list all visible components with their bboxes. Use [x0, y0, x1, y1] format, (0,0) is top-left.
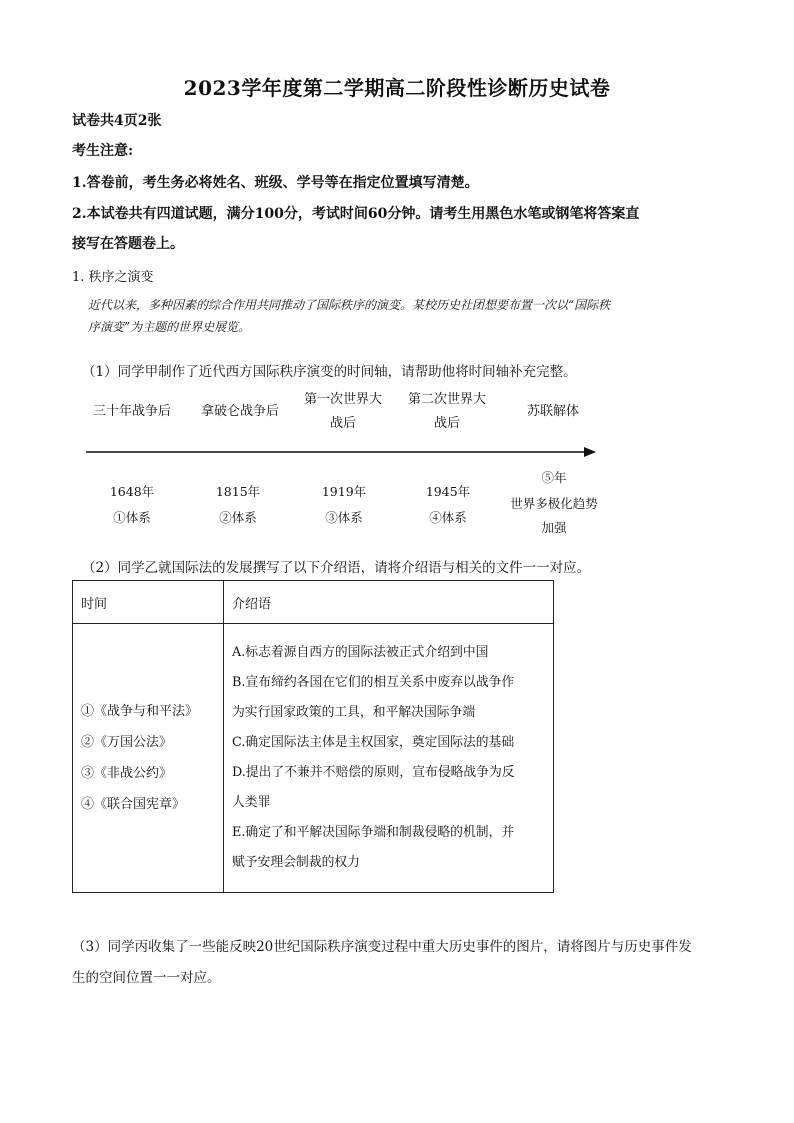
question-1-prompt: （1）同学甲制作了近代西方国际秩序演变的时间轴，请帮助他将时间轴补充完整。 — [82, 364, 577, 380]
option-c-line-1: C.确定国际法主体是主权国家，奠定国际法的基础 — [232, 735, 515, 750]
option-a-line-1: A.标志着源自西方的国际法被正式介绍到中国 — [232, 645, 489, 660]
option-e — [232, 818, 553, 878]
timeline-year-5: ⑤年 — [541, 470, 567, 485]
law-matching-table — [72, 580, 554, 893]
timeline-arrow — [86, 444, 598, 460]
timeline-year-1: 1648年 — [109, 484, 155, 499]
notice-heading: 考生注意: — [72, 143, 134, 159]
question-3-line-2: 生的空间位置一一对应。 — [72, 970, 221, 986]
page-title: 2023学年度第二学期高二阶段性诊断历史试卷 — [183, 76, 611, 100]
question-2-prompt: （2）同学乙就国际法的发展撰写了以下介绍语，请将介绍语与相关的文件一一对应。 — [82, 560, 591, 576]
question-3-prompt — [72, 932, 722, 994]
notice-item-2-line-1: 2.本试卷共有四道试题，满分100分，考试时间60分钟。请考生用黑色水笔或钢笔将答案直 — [72, 206, 640, 222]
notice-item-1: 1.答卷前，考生务必将姓名、班级、学号等在指定位置填写清楚。 — [72, 175, 479, 191]
document-item-2: ②《万国公法》 — [81, 735, 173, 750]
timeline-system-3: ③体系 — [325, 510, 363, 525]
document-list — [81, 696, 223, 820]
section-heading: 1. 秩序之演变 — [72, 270, 154, 285]
document-list-cell — [73, 624, 224, 893]
section-intro — [88, 294, 728, 338]
timeline-year-4: 1945年 — [425, 484, 471, 499]
option-b — [232, 668, 553, 728]
timeline-year-2: 1815年 — [215, 484, 261, 499]
timeline-system-4: ④体系 — [429, 510, 467, 525]
option-d — [232, 758, 553, 818]
notice-item-2-line-2: 接写在答题卷上。 — [72, 236, 184, 252]
table-header-time: 时间 — [73, 581, 224, 624]
timeline-top-label-3: 第一次世界大战后 — [303, 392, 382, 431]
timeline-system-5: 世界多极化趋势加强 — [510, 496, 598, 535]
intro-line-2: 序演变”为主题的世界史展览。 — [88, 320, 251, 334]
option-b-line-2: 为实行国家政策的工具，和平解决国际争端 — [232, 705, 476, 720]
table-header-intro: 介绍语 — [224, 581, 554, 624]
timeline-top-label-4: 第二次世界大战后 — [407, 392, 486, 431]
document-item-3: ③《非战公约》 — [81, 766, 173, 781]
document-item-1: ①《战争与和平法》 — [81, 704, 199, 719]
timeline-top-label-1: 三十年战争后 — [92, 404, 171, 419]
option-b-line-1: B.宣布缔约各国在它们的相互关系中废弃以战争作 — [232, 675, 515, 690]
option-e-line-1: E.确定了和平解决国际争端和制裁侵略的机制，并 — [232, 825, 515, 840]
timeline-system-2: ②体系 — [219, 510, 257, 525]
option-c — [232, 728, 553, 758]
question-3-line-1: （3）同学丙收集了一些能反映20世纪国际秩序演变过程中重大历史事件的图片，请将图片与历史事件发 — [72, 939, 692, 955]
timeline-top-label-5: 苏联解体 — [526, 404, 579, 419]
option-d-line-2: 人类罪 — [232, 795, 271, 810]
option-e-line-2: 赋予安理会制裁的权力 — [232, 855, 360, 870]
options-cell — [224, 624, 554, 893]
document-item-4: ④《联合国宪章》 — [81, 797, 186, 812]
option-d-line-1: D.提出了不兼并不赔偿的原则，宣布侵略战争为反 — [232, 765, 515, 780]
timeline-top-label-2: 拿破仑战争后 — [200, 404, 279, 419]
timeline — [72, 388, 612, 548]
timeline-year-3: 1919年 — [321, 484, 367, 499]
pages-info: 试卷共4页2张 — [72, 113, 162, 129]
timeline-system-1: ①体系 — [113, 510, 151, 525]
option-a — [232, 638, 553, 668]
intro-line-1: 近代以来，多种因素的综合作用共同推动了国际秩序的演变。某校历史社团想要布置一次以“国际秩 — [88, 298, 611, 312]
